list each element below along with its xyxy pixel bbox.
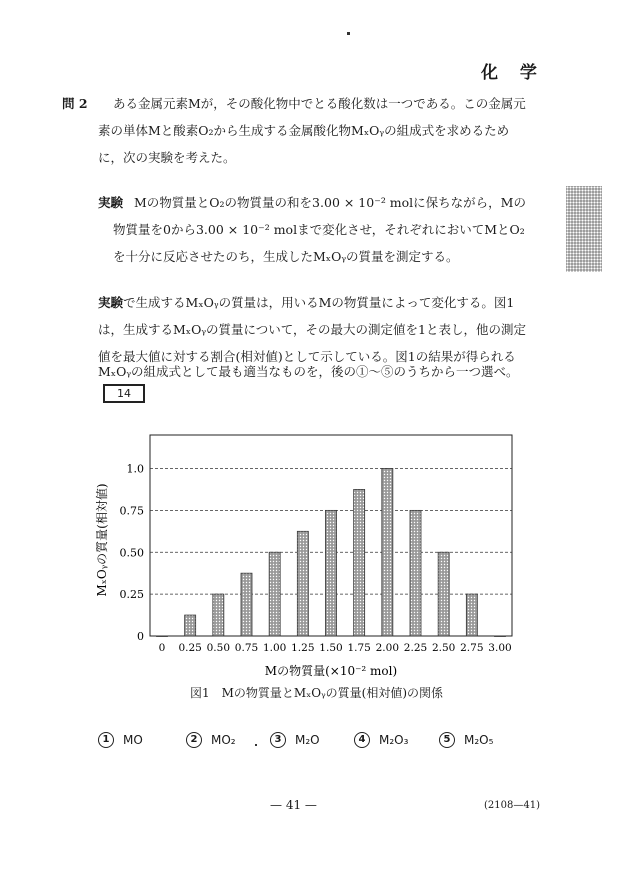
x-tick-label: 3.00 bbox=[488, 642, 512, 654]
page-code: (2108—41) bbox=[484, 800, 540, 811]
bar bbox=[269, 552, 280, 636]
y-tick-label: 1.0 bbox=[126, 462, 144, 476]
figure-caption: 図1 Mの物質量とMₓOᵧの質量(相対値)の関係 bbox=[190, 686, 444, 700]
bar bbox=[410, 510, 421, 636]
bar bbox=[157, 636, 168, 637]
stray-mark bbox=[347, 32, 350, 35]
y-tick-label: 0.50 bbox=[119, 546, 144, 560]
bar bbox=[185, 615, 196, 636]
bar bbox=[438, 552, 449, 636]
paragraph-line-1-text: で生成するMₓOᵧの質量は，用いるMの物質量によって変化する。図1 bbox=[123, 295, 515, 310]
x-tick-label: 2.50 bbox=[431, 642, 456, 654]
y-tick-labels bbox=[120, 463, 145, 644]
bar bbox=[354, 489, 365, 636]
y-tick-label: 0.25 bbox=[119, 588, 144, 602]
page-number: — 41 — bbox=[270, 798, 317, 812]
question-number: 問 2 bbox=[62, 96, 88, 111]
x-tick-label: 2.25 bbox=[403, 642, 428, 654]
bar bbox=[495, 636, 506, 637]
choice-number-5: 5 bbox=[439, 732, 455, 748]
choice-2[interactable] bbox=[186, 732, 236, 748]
bar bbox=[241, 573, 252, 636]
experiment-ref: 実験 bbox=[98, 295, 124, 310]
answer-box[interactable]: 14 bbox=[103, 384, 145, 403]
y-tick-label: 0 bbox=[137, 630, 144, 643]
question-line-2: 素の単体Mと酸素O₂から生成する金属酸化物MₓOᵧの組成式を求めるため bbox=[98, 123, 510, 138]
x-tick-label: 0.50 bbox=[206, 642, 231, 654]
experiment-line-1: Mの物質量とO₂の物質量の和を3.00 × 10⁻² molに保ちながら，Mの bbox=[134, 195, 526, 210]
x-tick-label: 0.75 bbox=[234, 642, 259, 654]
x-tick-label: 2.00 bbox=[375, 642, 400, 654]
choice-3[interactable] bbox=[270, 732, 320, 748]
x-tick-label: 1.25 bbox=[291, 642, 315, 654]
paragraph-line-1 bbox=[98, 289, 514, 316]
stray-mark-2 bbox=[255, 744, 257, 746]
choice-formula-5: M₂O₅ bbox=[464, 733, 494, 747]
y-tick-label: 0.75 bbox=[119, 504, 144, 518]
bar bbox=[297, 531, 308, 636]
bar-chart bbox=[80, 425, 540, 685]
choice-number-4: 4 bbox=[354, 732, 370, 748]
x-axis-label: Mの物質量(×10⁻² mol) bbox=[264, 664, 398, 678]
bar bbox=[213, 594, 224, 636]
question-line-3: に，次の実験を考えた。 bbox=[98, 150, 236, 165]
choice-number-1: 1 bbox=[98, 732, 114, 748]
x-tick-label: 0 bbox=[158, 642, 166, 654]
x-tick-label: 2.75 bbox=[460, 642, 484, 654]
experiment-line-3: を十分に反応させたのち，生成したMₓOᵧの質量を測定する。 bbox=[113, 249, 459, 264]
y-axis-label: MₓOᵧの質量(相対値) bbox=[95, 483, 109, 597]
choice-1[interactable] bbox=[98, 732, 143, 748]
x-tick-label: 1.50 bbox=[319, 642, 343, 654]
x-tick-label: 1.75 bbox=[347, 642, 371, 654]
experiment-label: 実験 bbox=[98, 195, 124, 210]
paragraph-line-4: MₓOᵧの組成式として最も適当なものを，後の①～⑤のうちから一つ選べ。 bbox=[98, 364, 519, 379]
question-line-1: ある金属元素Mが，その酸化物中でとる酸化数は一つである。この金属元 bbox=[113, 96, 526, 111]
choice-formula-3: M₂O bbox=[295, 733, 320, 747]
choice-formula-2: MO₂ bbox=[211, 733, 236, 747]
choice-formula-1: MO bbox=[123, 733, 143, 747]
choice-4[interactable] bbox=[354, 732, 408, 748]
paragraph-line-3: 値を最大値に対する割合(相対値)として示している。図1の結果が得られる bbox=[98, 349, 516, 364]
side-index-tab bbox=[566, 186, 602, 272]
bar bbox=[326, 510, 337, 636]
x-tick-label: 1.00 bbox=[262, 642, 287, 654]
paragraph-line-2: は，生成するMₓOᵧの質量について，その最大の測定値を1と表し，他の測定 bbox=[98, 322, 527, 337]
x-tick-label: 0.25 bbox=[178, 642, 202, 654]
bar bbox=[466, 594, 477, 636]
choice-number-2: 2 bbox=[186, 732, 202, 748]
x-tick-labels bbox=[159, 642, 512, 654]
subject-title: 化 学 bbox=[481, 63, 545, 83]
experiment-line-2: 物質量を0から3.00 × 10⁻² molまで変化させ，それぞれにおいてMとO₂ bbox=[113, 222, 525, 237]
bars bbox=[157, 469, 506, 637]
bar bbox=[382, 469, 393, 637]
choice-5[interactable] bbox=[439, 732, 493, 748]
choice-number-3: 3 bbox=[270, 732, 286, 748]
choice-formula-4: M₂O₃ bbox=[379, 733, 409, 747]
